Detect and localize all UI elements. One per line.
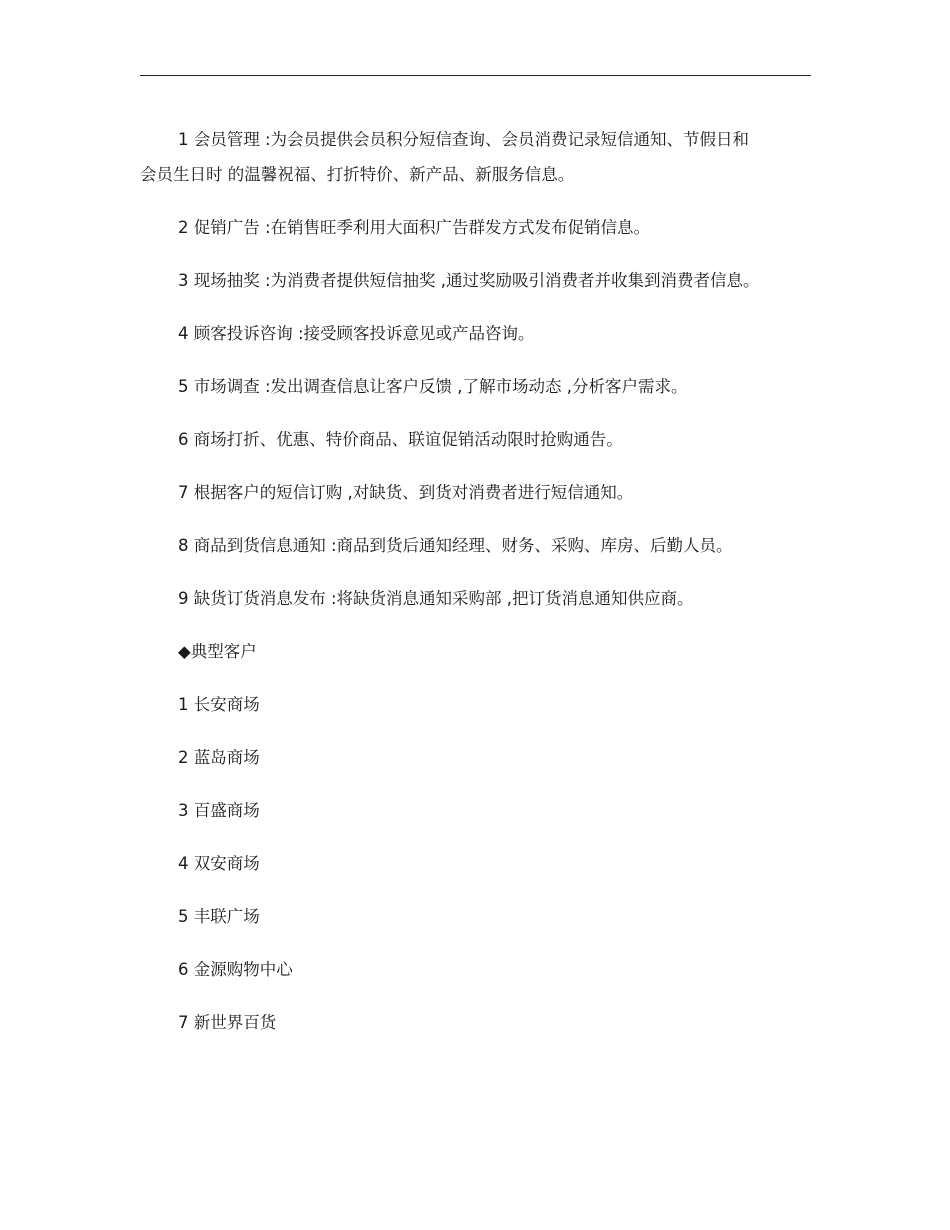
document-body bbox=[140, 122, 760, 1040]
customer-item-4: 4 双安商场 bbox=[178, 854, 260, 873]
customer-item-3: 3 百盛商场 bbox=[178, 801, 260, 820]
feature-item-2: 2 促销广告 :在销售旺季利用大面积广告群发方式发布促销信息。 bbox=[178, 218, 651, 237]
feature-item-5: 5 市场调查 :发出调查信息让客户反馈 ,了解市场动态 ,分析客户需求。 bbox=[178, 377, 688, 396]
feature-item-3: 3 现场抽奖 :为消费者提供短信抽奖 ,通过奖励吸引消费者并收集到消费者信息。 bbox=[178, 271, 760, 290]
feature-item-1: 1 会员管理 :为会员提供会员积分短信查询、会员消费记录短信通知、节假日和会员生日时 的温馨祝福、打折特价、新产品、新服务信息。 bbox=[140, 130, 750, 184]
customers-heading: ◆典型客户 bbox=[178, 642, 257, 661]
customer-item-1: 1 长安商场 bbox=[178, 695, 260, 714]
feature-item-7: 7 根据客户的短信订购 ,对缺货、到货对消费者进行短信通知。 bbox=[178, 483, 634, 502]
feature-item-9: 9 缺货订货消息发布 :将缺货消息通知采购部 ,把订货消息通知供应商。 bbox=[178, 589, 694, 608]
customer-item-5: 5 丰联广场 bbox=[178, 907, 260, 926]
customer-item-7: 7 新世界百货 bbox=[178, 1013, 277, 1032]
customer-item-2: 2 蓝岛商场 bbox=[178, 748, 260, 767]
feature-item-8: 8 商品到货信息通知 :商品到货后通知经理、财务、采购、库房、后勤人员。 bbox=[178, 536, 733, 555]
header-rule bbox=[140, 75, 811, 76]
feature-item-6: 6 商场打折、优惠、特价商品、联谊促销活动限时抢购通告。 bbox=[178, 430, 623, 449]
feature-item-4: 4 顾客投诉咨询 :接受顾客投诉意见或产品咨询。 bbox=[178, 324, 535, 343]
customer-item-6: 6 金源购物中心 bbox=[178, 960, 293, 979]
